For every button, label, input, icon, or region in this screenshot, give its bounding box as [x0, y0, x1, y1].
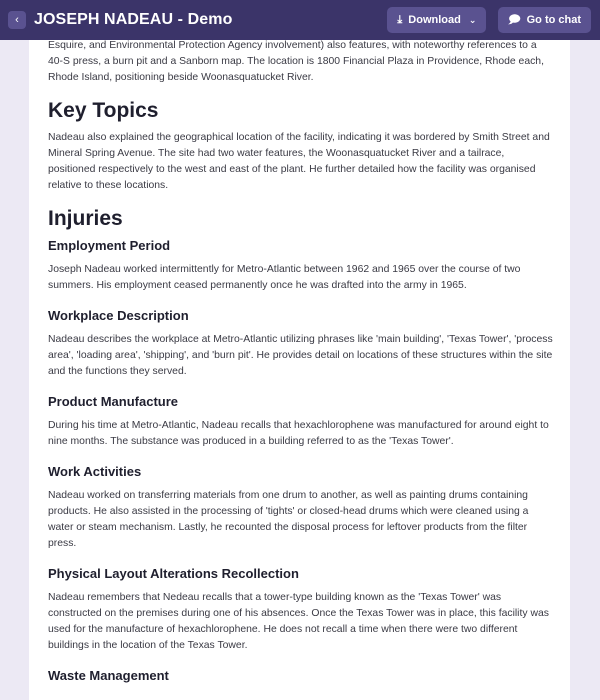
go-to-chat-button[interactable] [498, 7, 591, 33]
top-bar [0, 0, 600, 40]
key-topics-paragraph: Nadeau also explained the geographical location of the facility, indicating it was bordered by Smith Street and Mineral Spring Avenue. The site had two water features, the Woonasquatucket River and a tailrace, positioned respectively to the west and east of the plant. He further detailed how the facility was organised relative to these locations. [48, 132, 550, 191]
intro-paragraph: Esquire, and Environmental Protection Agency involvement) also features, with noteworthy references to a 40-S press, a burn pit and a Sanborn map. The location is 1800 Financial Plaza in Providence, Rhode each, Rhode Island, positioning beside Woonasquatucket River. [48, 40, 544, 83]
chat-icon: 🗩 [508, 13, 521, 26]
document-content [48, 40, 554, 692]
work-activities-paragraph: Nadeau worked on transferring materials from one drum to another, as well as painting drums containing products. He also assisted in the processing of 'tights' or closed-head drums which were cleaned using a water or steam mechanism. Lastly, he recounted the disposal process for leftover products from the filter press. [48, 490, 529, 549]
product-manufacture-paragraph: During his time at Metro-Atlantic, Nadeau recalls that hexachlorophene was manufactured for around eight to nine months. The substance was produced in a building referred to as the 'Texas Tower'. [48, 420, 549, 447]
employment-period-paragraph: Joseph Nadeau worked intermittently for Metro-Atlantic between 1962 and 1965 over the course of two summers. His employment ceased permanently once he was drafted into the army in 1965. [48, 264, 521, 291]
chevron-left-icon: ‹ [15, 14, 19, 26]
chevron-down-icon: ⌄ [468, 14, 477, 25]
product-manufacture-heading: Product Manufacture [48, 394, 179, 409]
work-activities-heading: Work Activities [48, 464, 142, 479]
document-page [29, 40, 570, 700]
employment-period-heading: Employment Period [48, 238, 171, 253]
layout-alterations-heading: Physical Layout Alterations Recollection [48, 566, 299, 581]
back-button[interactable] [8, 11, 26, 29]
workplace-description-paragraph: Nadeau describes the workplace at Metro-Atlantic utilizing phrases like 'main building', 'Texas Tower', 'process area', 'loading area', 'shipping', and 'burn pit'. He provides detail on locations of these structures within the site and the functions they served. [48, 334, 553, 377]
injuries-heading: Injuries [48, 207, 123, 230]
key-topics-heading: Key Topics [48, 99, 159, 122]
download-icon: ⤓ [397, 13, 403, 26]
go-to-chat-label: Go to chat [526, 14, 581, 26]
download-label: Download [408, 14, 461, 26]
download-button[interactable] [387, 7, 486, 33]
workplace-description-heading: Workplace Description [48, 308, 189, 323]
layout-alterations-paragraph: Nadeau remembers that Nedeau recalls that a tower-type building known as the 'Texas Tower' was constructed on the premises during one of his absences. Once the Texas Tower was in place, this facility was used for the manufacture of hexachlorophene. He does not recall a time when there were two different buildings in the location of the Texas Tower. [48, 592, 549, 651]
waste-management-heading: Waste Management [48, 668, 169, 683]
page-title: JOSEPH NADEAU - Demo [34, 11, 233, 28]
